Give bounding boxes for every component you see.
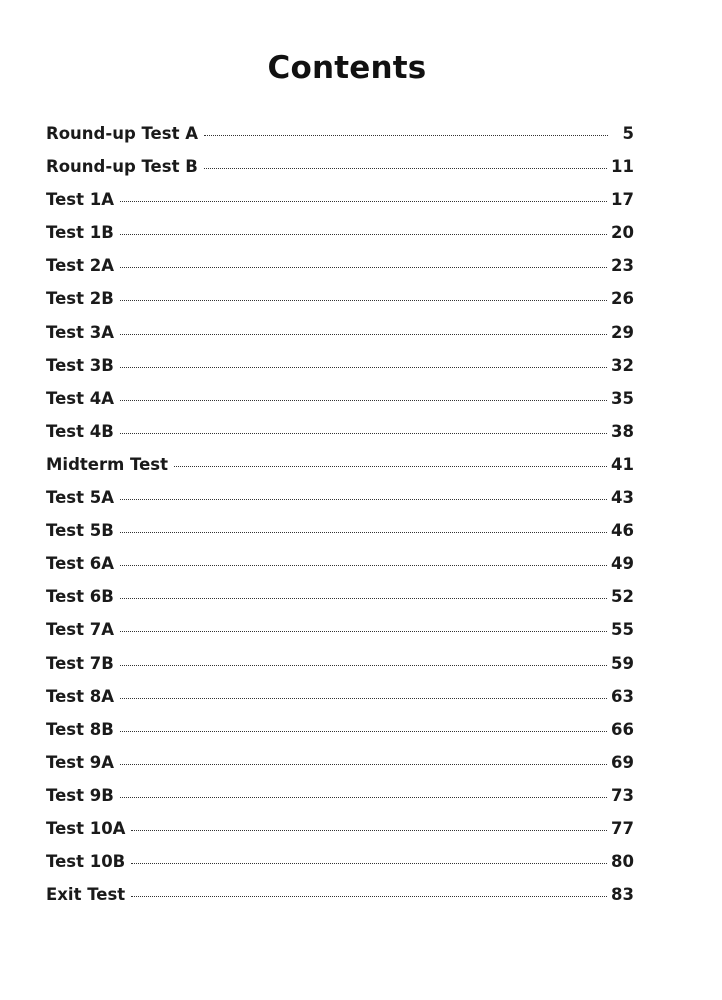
toc-entry-label: Test 9B	[46, 785, 114, 805]
toc-entry-page-number: 38	[611, 421, 634, 441]
toc-entry-label: Test 7A	[46, 620, 114, 640]
toc-entry	[46, 687, 634, 720]
toc-entry	[46, 819, 634, 852]
toc-entry	[46, 289, 634, 322]
toc-entry-page-number: 23	[611, 256, 634, 276]
toc-entry-page-number: 69	[611, 752, 634, 772]
toc-entry	[46, 455, 634, 488]
dot-leader	[120, 367, 607, 368]
table-of-contents	[46, 124, 634, 918]
dot-leader	[204, 168, 607, 169]
toc-entry	[46, 654, 634, 687]
toc-entry	[46, 488, 634, 521]
toc-entry-label: Exit Test	[46, 885, 126, 905]
toc-entry-label: Test 7B	[46, 653, 114, 673]
toc-entry-page-number: 5	[622, 124, 634, 143]
toc-entry	[46, 356, 634, 389]
toc-entry-label: Test 4A	[46, 388, 114, 408]
toc-entry-page-number: 83	[611, 885, 634, 905]
toc-entry-label: Test 8B	[46, 719, 114, 739]
dot-leader	[120, 433, 607, 434]
dot-leader	[131, 863, 607, 864]
toc-entry	[46, 554, 634, 587]
toc-entry-page-number: 80	[611, 852, 634, 872]
page-title: Contents	[267, 50, 427, 86]
toc-entry-page-number: 59	[611, 653, 634, 673]
toc-entry	[46, 587, 634, 620]
dot-leader	[120, 201, 607, 202]
toc-entry	[46, 885, 634, 918]
dot-leader	[120, 532, 607, 533]
toc-entry	[46, 124, 634, 157]
dot-leader	[120, 334, 607, 335]
dot-leader	[120, 764, 607, 765]
toc-entry	[46, 521, 634, 554]
toc-entry-page-number: 29	[611, 322, 634, 342]
toc-entry-label: Test 10B	[46, 852, 126, 872]
toc-entry-label: Test 3A	[46, 322, 114, 342]
toc-entry-page-number: 46	[611, 521, 634, 541]
toc-entry-label: Midterm Test	[46, 454, 169, 474]
toc-entry-label: Test 8A	[46, 686, 114, 706]
toc-entry-page-number: 77	[611, 818, 634, 838]
dot-leader	[120, 598, 607, 599]
toc-entry	[46, 620, 634, 653]
toc-entry-page-number: 17	[611, 190, 634, 210]
toc-entry-page-number: 20	[611, 223, 634, 243]
toc-entry-label: Test 6A	[46, 554, 114, 574]
dot-leader	[120, 234, 607, 235]
toc-entry-page-number: 66	[611, 719, 634, 739]
toc-entry-label: Test 6B	[46, 587, 114, 607]
toc-entry-label: Round-up Test A	[46, 124, 198, 143]
toc-entry-label: Test 9A	[46, 752, 114, 772]
toc-entry-page-number: 63	[611, 686, 634, 706]
toc-entry-label: Test 2A	[46, 256, 114, 276]
toc-entry	[46, 323, 634, 356]
toc-entry-page-number: 73	[611, 785, 634, 805]
toc-entry-label: Test 1A	[46, 190, 114, 210]
toc-entry-label: Test 3B	[46, 355, 114, 375]
toc-entry	[46, 720, 634, 753]
dot-leader	[120, 797, 607, 798]
toc-entry-label: Test 1B	[46, 223, 114, 243]
toc-entry	[46, 223, 634, 256]
dot-leader	[120, 565, 607, 566]
toc-entry-page-number: 11	[611, 157, 634, 177]
toc-entry-label: Test 10A	[46, 818, 126, 838]
dot-leader	[174, 466, 607, 467]
toc-entry	[46, 157, 634, 190]
toc-entry-page-number: 55	[611, 620, 634, 640]
dot-leader	[120, 731, 607, 732]
dot-leader	[120, 698, 607, 699]
dot-leader	[120, 631, 607, 632]
toc-entry	[46, 786, 634, 819]
toc-entry-page-number: 26	[611, 289, 634, 309]
toc-entry	[46, 256, 634, 289]
toc-entry-label: Test 2B	[46, 289, 114, 309]
dot-leader	[120, 300, 607, 301]
toc-entry	[46, 852, 634, 885]
dot-leader	[120, 267, 607, 268]
toc-entry-page-number: 32	[611, 355, 634, 375]
dot-leader	[131, 896, 607, 897]
toc-entry-label: Test 5A	[46, 488, 114, 508]
toc-entry	[46, 389, 634, 422]
toc-entry-label: Round-up Test B	[46, 157, 198, 177]
toc-entry-label: Test 4B	[46, 421, 114, 441]
toc-entry	[46, 190, 634, 223]
toc-entry	[46, 422, 634, 455]
toc-entry-label: Test 5B	[46, 521, 114, 541]
dot-leader	[131, 830, 607, 831]
toc-entry-page-number: 35	[611, 388, 634, 408]
dot-leader	[120, 400, 607, 401]
toc-entry	[46, 753, 634, 786]
dot-leader	[204, 135, 608, 136]
toc-entry-page-number: 43	[611, 488, 634, 508]
toc-entry-page-number: 41	[611, 454, 634, 474]
dot-leader	[120, 665, 607, 666]
toc-entry-page-number: 49	[611, 554, 634, 574]
toc-entry-page-number: 52	[611, 587, 634, 607]
dot-leader	[120, 499, 607, 500]
